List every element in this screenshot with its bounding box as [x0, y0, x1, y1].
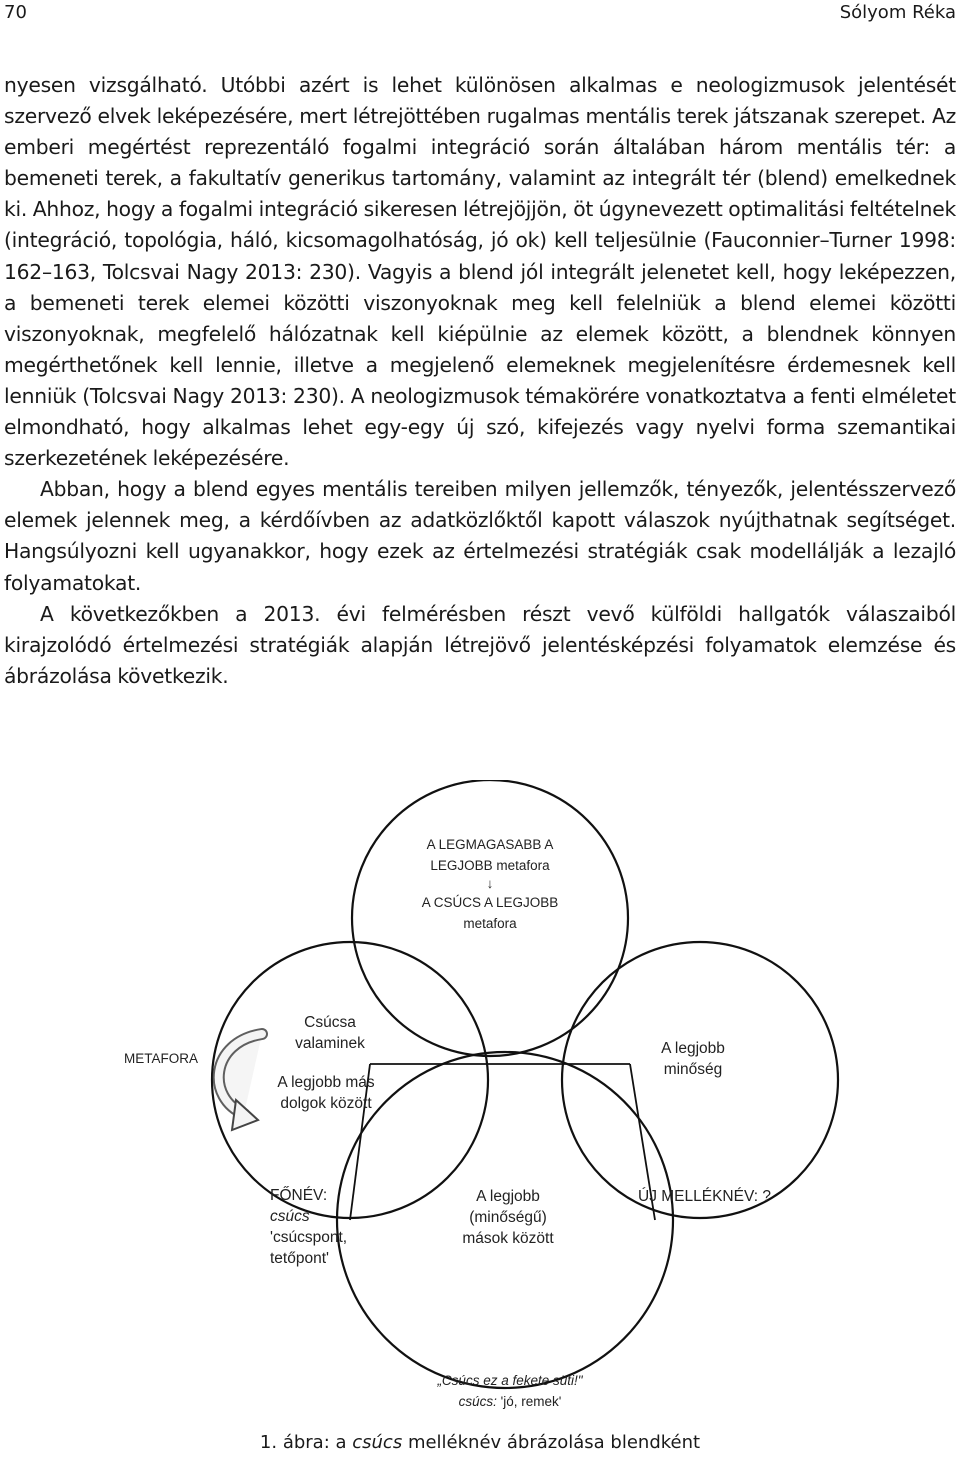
paragraph: A következőkben a 2013. évi felmérésben részt vevő külföldi hallgatók válaszaiból kirajzolódó értelmezési stratégiák alapján létrejövő jelentésképzési folyamatok elemzése és ábrázolása következik.: [4, 601, 956, 688]
left-circle-label-bottom: A legjobb más dolgok között: [277, 1074, 375, 1112]
paragraph: nyesen vizsgálható. Utóbbi azért is lehet különösen alkalmas e neologizmusok jelentését szervező elvek leképezésére, mert létrejöttében rugalmas mentális terek játszanak szerepet. Az emberi megértést reprezentáló fogalmi integráció során általában három mentális tér: a bemeneti terek, a fakultatív generikus tartomány, valamint az integrált tér (blend) emelkednek ki. Ahhoz, hogy a fogalmi integráció sikeresen létrejöjjön, öt úgynevezett optimalitási feltételnek (integráció, topológia, háló, kicsomagolhatóság, jó ok) kell teljesülnie (Fauconnier–Turner 1998: 162–163, Tolcsvai Nagy 2013: 230). Vagyis a blend jól integrált jelenetet kell, hogy leképezzen, a bemeneti terek elemei közötti viszonyoknak meg kell felelniük a blend elemei közötti viszonyoknak, megfelelő hálózatnak kell kiépülnie az elemek között, a blendnek könnyen megérthetőnek kell lennie, illetve a megjelenő elemeknek megjelenítésre érdemesnek kell lenniük (Tolcsvai Nagy 2013: 230). A neologizmusok témakörére vonatkoztatva a fenti elméletet elmondható, hogy alkalmas lehet egy-egy új szó, kifejezés vagy nyelvi forma szemantikai szerkezetének leképezésére.: [4, 73, 956, 471]
paragraph: Abban, hogy a blend egyes mentális tereiben milyen jellemzők, tényezők, jelentésszervező elemek jelennek meg, a kérdőívben az adatközlőktől kapott válaszok nyújthatnak segítséget. Hangsúlyozni kell ugyanakkor, hogy ezek az értelmezési stratégiák csak modellálják a lezajló folyamatokat.: [4, 477, 956, 595]
running-author: Sólyom Réka: [839, 2, 956, 23]
uj-mellekev-label: ÚJ MELLÉKNÉV: ?: [638, 1188, 771, 1205]
fonev-label: FŐNÉV: csúcs 'csúcspont, tetőpont': [270, 1187, 348, 1267]
top-circle-label: A LEGMAGASABB A LEGJOBB metafora ↓ A CSÚCS A LEGJOBB metafora: [421, 837, 559, 931]
figure-caption: 1. ábra: a csúcs melléknév ábrázolása blendként: [259, 1432, 701, 1453]
example-quote: „Csúcs ez a fekete süti!" csúcs: 'jó, remek': [437, 1373, 583, 1409]
metafora-label: METAFORA: [124, 1051, 198, 1066]
left-circle-label-top: Csúcsa valaminek: [295, 1014, 365, 1052]
blend-figure: [0, 780, 960, 1420]
page-header: [4, 2, 956, 26]
body-text: [4, 70, 956, 692]
bottom-circle-label: A legjobb (minőségű) mások között: [462, 1188, 554, 1247]
right-circle-label: A legjobb minőség: [661, 1040, 725, 1078]
right-circle: [562, 942, 838, 1218]
page-number: 70: [4, 2, 27, 23]
